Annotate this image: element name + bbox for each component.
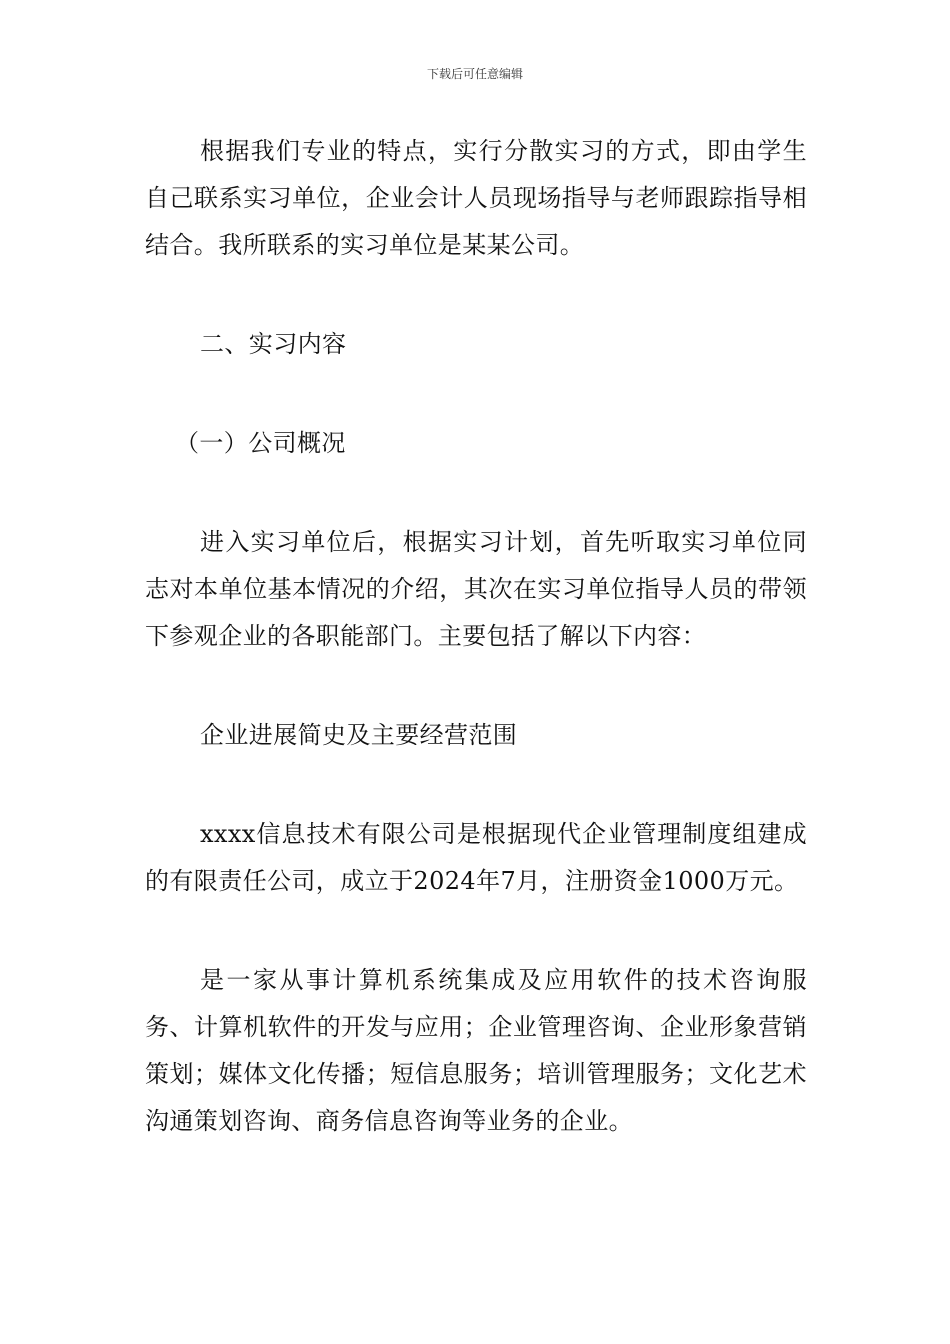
paragraph-gap	[145, 660, 807, 712]
paragraph-gap	[145, 368, 807, 420]
paragraph-gap	[145, 905, 807, 957]
subsection-title-company-overview: （一）公司概况	[175, 429, 346, 457]
document-body	[145, 128, 807, 1145]
paragraph-business-scope: 是一家从事计算机系统集成及应用软件的技术咨询服务、计算机软件的开发与应用；企业管理咨询、企业形象营销策划；媒体文化传播；短信息服务；培训管理服务；文化艺术沟通策划咨询、商务信息咨询等业务的企业。	[145, 966, 807, 1135]
paragraph-company-info: xxxx信息技术有限公司是根据现代企业管理制度组建成的有限责任公司，成立于2024年7月，注册资金1000万元。	[145, 820, 807, 895]
paragraph-gap	[145, 759, 807, 811]
paragraph-internship-plan: 进入实习单位后，根据实习计划，首先听取实习单位同志对本单位基本情况的介绍，其次在实习单位指导人员的带领下参观企业的各职能部门。主要包括了解以下内容：	[145, 528, 807, 650]
paragraph-gap	[145, 269, 807, 321]
page-header: 下载后可任意编辑	[426, 67, 523, 81]
section-title-internship-content: 二、实习内容	[200, 330, 347, 358]
paragraph-gap	[145, 467, 807, 519]
paragraph-company-history: 企业进展简史及主要经营范围	[200, 721, 518, 749]
paragraph-internship-method: 根据我们专业的特点，实行分散实习的方式，即由学生自己联系实习单位，企业会计人员现场指导与老师跟踪指导相结合。我所联系的实习单位是某某公司。	[145, 137, 807, 259]
